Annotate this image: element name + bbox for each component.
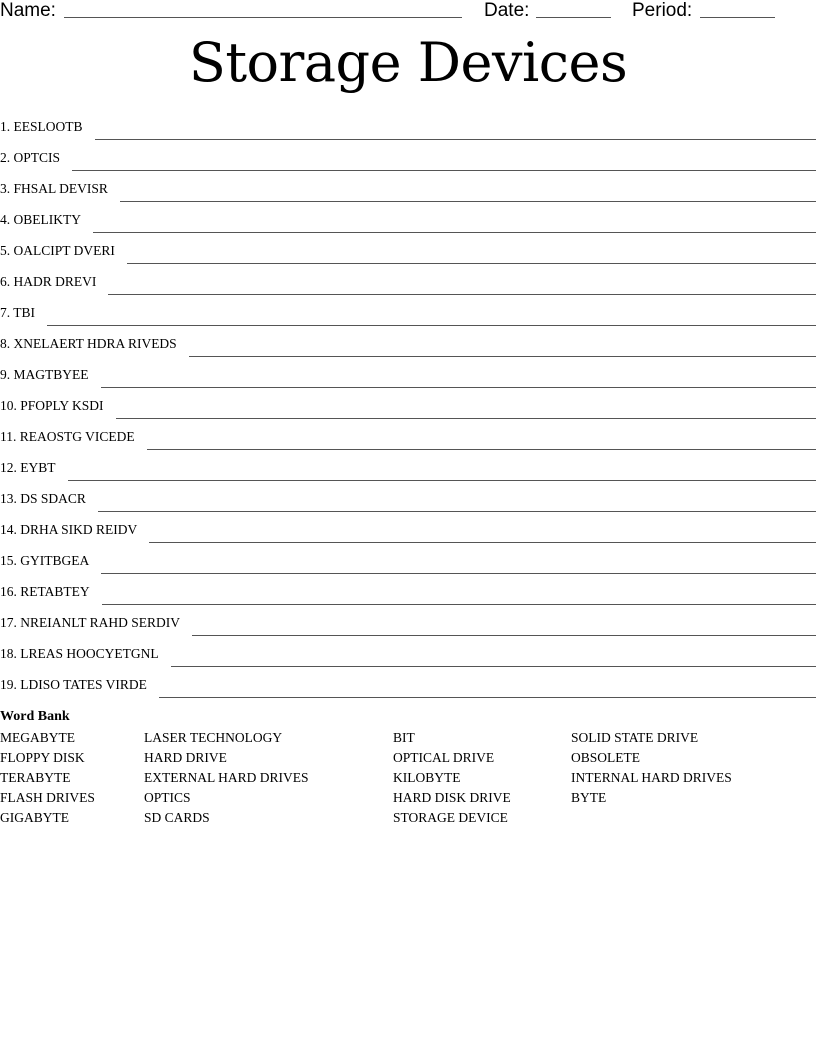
answer-blank[interactable] [93,232,816,233]
question-row [0,391,816,422]
word-bank-column [0,728,95,828]
question-row [0,298,816,329]
question-text: 10. PFOPLY KSDI [0,398,104,413]
answer-blank[interactable] [72,170,816,171]
answer-blank[interactable] [149,542,816,543]
answer-blank[interactable] [47,325,816,326]
question-text: 12. EYBT [0,460,56,475]
header-row [0,0,816,24]
question-text: 5. OALCIPT DVERI [0,243,115,258]
question-row [0,143,816,174]
date-label: Date: [484,0,530,21]
name-blank[interactable] [64,17,462,18]
question-text: 1. EESLOOTB [0,119,83,134]
word-bank-item: BYTE [571,790,607,805]
question-row [0,112,816,143]
question-row [0,546,816,577]
word-bank-item: INTERNAL HARD DRIVES [571,770,732,785]
answer-blank[interactable] [171,666,816,667]
question-row [0,639,816,670]
answer-blank[interactable] [68,480,816,481]
question-text: 19. LDISO TATES VIRDE [0,677,147,692]
word-bank-title: Word Bank [0,709,70,724]
question-text: 15. GYITBGEA [0,553,90,568]
question-text: 2. OPTCIS [0,150,61,165]
name-label: Name: [0,0,56,21]
question-row [0,577,816,608]
word-bank-grid [0,728,816,828]
question-text: 18. LREAS HOOCYETGNL [0,646,159,661]
question-row [0,670,816,701]
question-text: 3. FHSAL DEVISR [0,181,108,196]
question-text: 13. DS SDACR [0,491,86,506]
question-row [0,608,816,639]
word-bank-item: LASER TECHNOLOGY [144,730,283,745]
word-bank-column [393,728,511,828]
question-row [0,422,816,453]
answer-blank[interactable] [192,635,816,636]
question-row [0,453,816,484]
word-bank-item: MEGABYTE [0,730,75,745]
word-bank-item: BIT [393,730,415,745]
word-bank-column [144,728,309,828]
answer-blank[interactable] [102,604,816,605]
question-text: 16. RETABTEY [0,584,90,599]
answer-blank[interactable] [108,294,816,295]
page-title: Storage Devices [188,31,628,94]
answer-blank[interactable] [127,263,816,264]
question-row [0,329,816,360]
question-text: 14. DRHA SIKD REIDV [0,522,138,537]
date-blank[interactable] [536,17,611,18]
question-text: 11. REAOSTG VICEDE [0,429,135,444]
word-bank-item: SD CARDS [144,810,210,825]
word-bank-item: GIGABYTE [0,810,69,825]
question-list [0,112,816,701]
answer-blank[interactable] [147,449,816,450]
question-row [0,515,816,546]
question-text: 8. XNELAERT HDRA RIVEDS [0,336,177,351]
word-bank-item: KILOBYTE [393,770,461,785]
question-text: 17. NREIANLT RAHD SERDIV [0,615,181,630]
word-bank-item: OBSOLETE [571,750,640,765]
answer-blank[interactable] [95,139,816,140]
word-bank-item: OPTICS [144,790,191,805]
question-text: 4. OBELIKTY [0,212,81,227]
word-bank-item: TERABYTE [0,770,71,785]
question-row [0,236,816,267]
answer-blank[interactable] [189,356,816,357]
word-bank-item: HARD DRIVE [144,750,227,765]
word-bank-item: STORAGE DEVICE [393,810,508,825]
word-bank-item: EXTERNAL HARD DRIVES [144,770,309,785]
period-blank[interactable] [700,17,775,18]
answer-blank[interactable] [98,511,816,512]
question-text: 9. MAGTBYEE [0,367,89,382]
answer-blank[interactable] [159,697,816,698]
period-label: Period: [632,0,693,21]
question-row [0,267,816,298]
word-bank-item: FLOPPY DISK [0,750,85,765]
word-bank-item: HARD DISK DRIVE [393,790,511,805]
answer-blank[interactable] [116,418,816,419]
answer-blank[interactable] [101,573,816,574]
answer-blank[interactable] [101,387,816,388]
question-row [0,484,816,515]
word-bank-item: SOLID STATE DRIVE [571,730,699,745]
question-text: 7. TBI [0,305,36,320]
question-text: 6. HADR DREVI [0,274,97,289]
question-row [0,205,816,236]
word-bank-item: OPTICAL DRIVE [393,750,495,765]
word-bank-item: FLASH DRIVES [0,790,95,805]
answer-blank[interactable] [120,201,816,202]
word-bank-column [571,728,732,808]
question-row [0,360,816,391]
question-row [0,174,816,205]
word-bank [0,708,816,828]
